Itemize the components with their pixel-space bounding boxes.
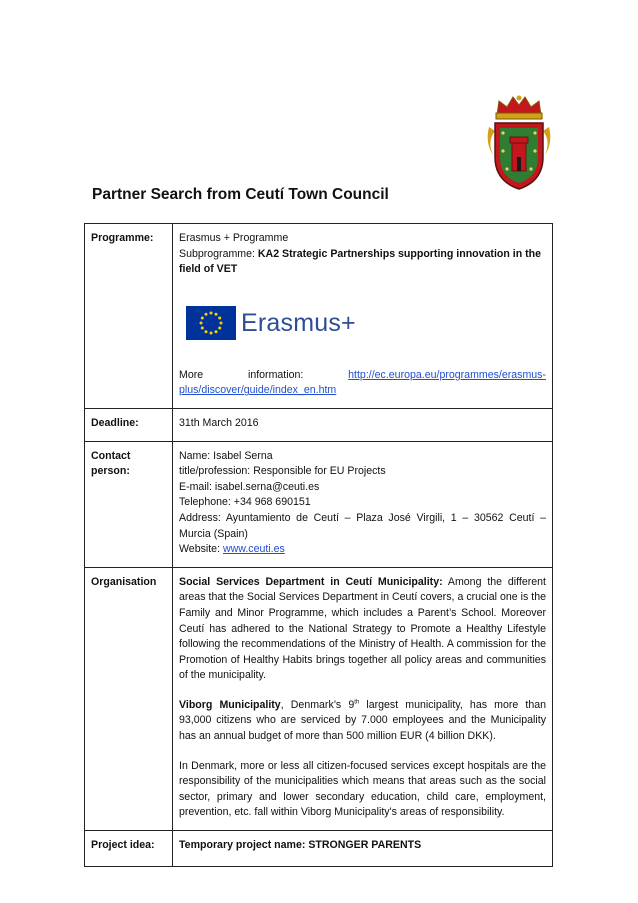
contact-name: Name: Isabel Serna [179,449,273,462]
partner-info-table [84,223,553,867]
contact-address: Address: Ayuntamiento de Ceutí – Plaza José Virgili, 1 – 30562 Ceutí – Murcia (Spain) [179,511,546,540]
page-title: Partner Search from Ceutí Town Council [92,186,389,203]
contact-website [179,542,546,558]
contact-label-line1: Contact [91,449,131,462]
deadline-value: 31th March 2016 [173,408,553,441]
subprogramme-line [179,247,546,278]
contact-phone: Telephone: +34 968 690151 [179,496,311,509]
table-row-deadline [85,408,553,441]
project-label: Project idea: [85,831,173,867]
table-row-organisation [85,567,553,830]
more-information-line [179,368,546,384]
ceuti-department-name: Social Services Department in Ceutí Municipality: [179,575,443,588]
table-row-contact [85,441,553,567]
website-prefix: Website: [179,543,223,556]
viborg-description-b: largest municipality, has more than 93,000 citizens who are serviced by 7.000 employees and the Municipality has an annual budget of more than 500 million EUR (4 billion DKK). [179,698,547,743]
project-value [173,831,553,867]
deadline-label: Deadline: [85,408,173,441]
viborg-description-a: , Denmark’s 9 [280,698,355,711]
table-row-programme [85,224,553,409]
website-link[interactable]: www.ceuti.es [222,543,285,556]
erasmus-guide-link-part2[interactable]: plus/discover/guide/index_en.htm [179,384,337,397]
viborg-ordinal: th [354,699,360,706]
programme-value [173,224,553,409]
subprogramme-prefix: Subprogramme: [179,247,258,260]
programme-label: Programme: [85,224,173,409]
coat-of-arms-icon [485,93,553,193]
project-name: Temporary project name: STRONGER PARENTS [179,839,422,852]
organisation-paragraph-3: In Denmark, more or less all citizen-focused services except hospitals are the responsibility of the municipalities which means that areas such as the social sector, primary and lower secondary education, child care, employment, prevention, etc. fall within Viborg Municipality's areas of responsibility. [179,759,546,819]
programme-line: Erasmus + Programme [179,232,289,244]
contact-value [173,441,553,567]
erasmus-logo-text: Erasmus+ [241,308,356,337]
organisation-label: Organisation [85,567,173,830]
viborg-name: Viborg Municipality [179,698,281,711]
contact-title: title/profession: Responsible for EU Projects [179,465,386,478]
contact-label [85,441,173,567]
subprogramme-name: KA2 Strategic Partnerships supporting innovation in the field of VET [179,247,542,276]
organisation-value [173,567,553,830]
more-label: More [179,368,204,381]
contact-label-line2: person: [91,465,130,478]
organisation-paragraph-2 [179,698,546,745]
eu-flag-icon [186,306,236,340]
table-row-project [85,831,553,867]
ceuti-description: Among the different areas that the Social Services Department in Ceutí covers, a crucial one is the Family and Minor Programme, which includes a Parent’s School. Moreover Ceutí has adhered to the National Strategy to Promote a Healthy Lifestyle following the recommendations of the Ministry of Health. A commission for the Promotion of Healthy Habits brings together all policy areas and communities of the municipality. [179,575,547,682]
erasmus-guide-link-part1[interactable]: http://ec.europa.eu/programmes/erasmus- [348,368,546,381]
organisation-paragraph-1 [179,575,546,684]
erasmus-logo [186,302,546,344]
contact-email: E-mail: isabel.serna@ceuti.es [179,480,320,493]
information-label: information: [247,368,304,381]
